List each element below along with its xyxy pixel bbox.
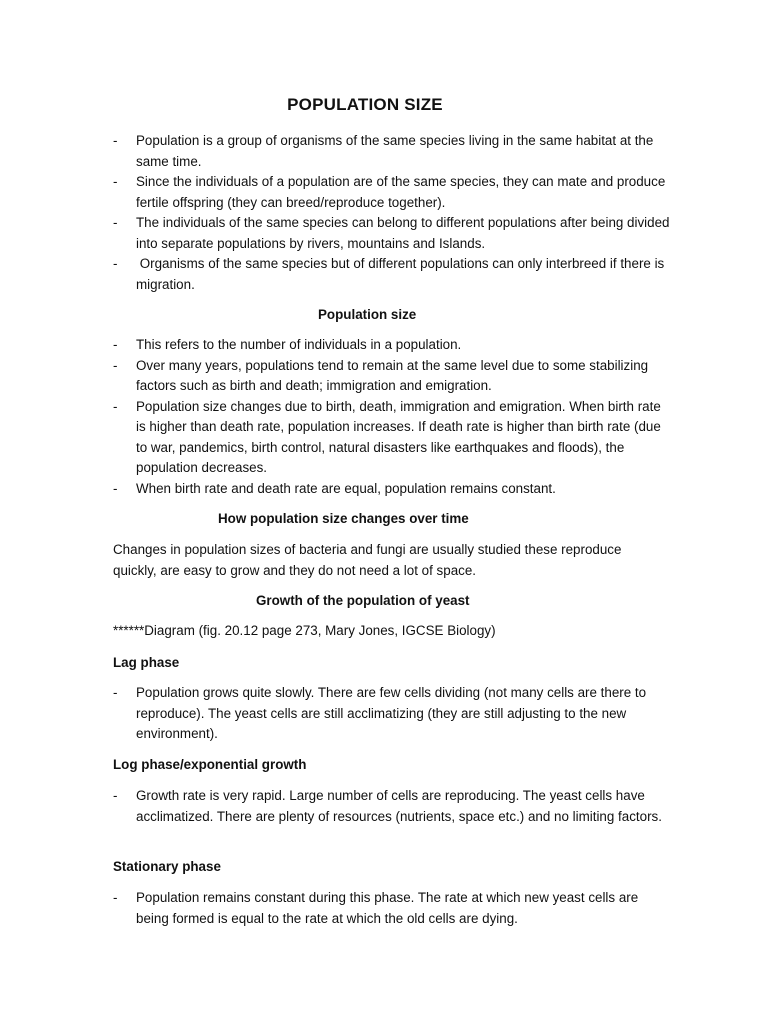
section-heading-population-size: Population size: [318, 307, 417, 322]
list-item-text: Growth rate is very rapid. Large number of cells are reproducing. The yeast cells have acclimatized. There are plenty of resources (nutrients, space etc.) and no limiting factors.: [136, 788, 662, 824]
changes-paragraph: Changes in population sizes of bacteria and fungi are usually studied these reproduce quickly, are easy to grow and they do not need a lot of space.: [113, 542, 622, 578]
list-item: [113, 888, 673, 929]
list-item: [113, 683, 673, 745]
list-item-text: Population size changes due to birth, death, immigration and emigration. When birth rate is higher than death rate, population increases. If death rate is higher than birth rate (due to war, pandemics, birth control, natural disasters like earthquakes and floods), the population decreases.: [136, 398, 661, 475]
log-phase-list: [113, 786, 673, 827]
bullet-dash: -: [113, 398, 118, 414]
population-size-list: [113, 335, 673, 499]
list-item-text: Over many years, populations tend to remain at the same level due to some stabilizing factors such as birth and death; immigration and emigration.: [136, 357, 649, 393]
section-heading-changes-over-time: How population size changes over time: [218, 511, 469, 526]
list-item: [113, 397, 673, 479]
lag-phase-list: [113, 683, 673, 745]
section-heading-stationary-phase: Stationary phase: [113, 859, 221, 874]
document-title: POPULATION SIZE: [287, 95, 443, 114]
section-heading-yeast-growth: Growth of the population of yeast: [256, 593, 470, 608]
list-item: [113, 479, 673, 500]
list-item: [113, 335, 673, 356]
list-item-text: The individuals of the same species can belong to different populations after being divided into separate populations by rivers, mountains and Islands.: [136, 215, 670, 251]
list-item: [113, 786, 673, 827]
list-item-text: When birth rate and death rate are equal, population remains constant.: [136, 480, 556, 496]
list-item-text: Since the individuals of a population are of the same species, they can mate and produce fertile offspring (they can breed/reproduce together).: [136, 174, 666, 210]
bullet-dash: -: [113, 215, 118, 230]
list-item-text: Population is a group of organisms of the same species living in the same habitat at the same time.: [136, 133, 654, 169]
section-heading-lag-phase: Lag phase: [113, 655, 180, 670]
intro-list: [113, 131, 673, 295]
list-item: [113, 213, 673, 254]
stationary-phase-list: [113, 888, 673, 929]
bullet-dash: -: [113, 337, 118, 352]
section-heading-log-phase: Log phase/exponential growth: [113, 757, 307, 772]
list-item-text: This refers to the number of individuals in a population.: [136, 337, 462, 352]
bullet-dash: -: [113, 788, 118, 803]
bullet-dash: -: [113, 174, 118, 189]
list-item: [113, 356, 673, 397]
list-item-text: Population remains constant during this phase. The rate at which new yeast cells are being formed is equal to the rate at which the old cells are dying.: [136, 890, 639, 926]
bullet-dash: -: [113, 890, 118, 905]
list-item: [113, 254, 673, 295]
list-item: [113, 131, 673, 172]
bullet-dash: -: [113, 133, 118, 148]
bullet-dash: -: [113, 480, 118, 496]
bullet-dash: -: [113, 256, 118, 271]
diagram-note: ******Diagram (fig. 20.12 page 273, Mary Jones, IGCSE Biology): [113, 623, 496, 638]
bullet-dash: -: [113, 685, 118, 700]
bullet-dash: -: [113, 357, 118, 373]
list-item-text: Population grows quite slowly. There are few cells dividing (not many cells are there to reproduce). The yeast cells are still acclimatizing (they are still adjusting to the new environment).: [136, 685, 647, 741]
list-item: [113, 172, 673, 213]
list-item-text: Organisms of the same species but of different populations can only interbreed if there is migration.: [136, 256, 668, 292]
